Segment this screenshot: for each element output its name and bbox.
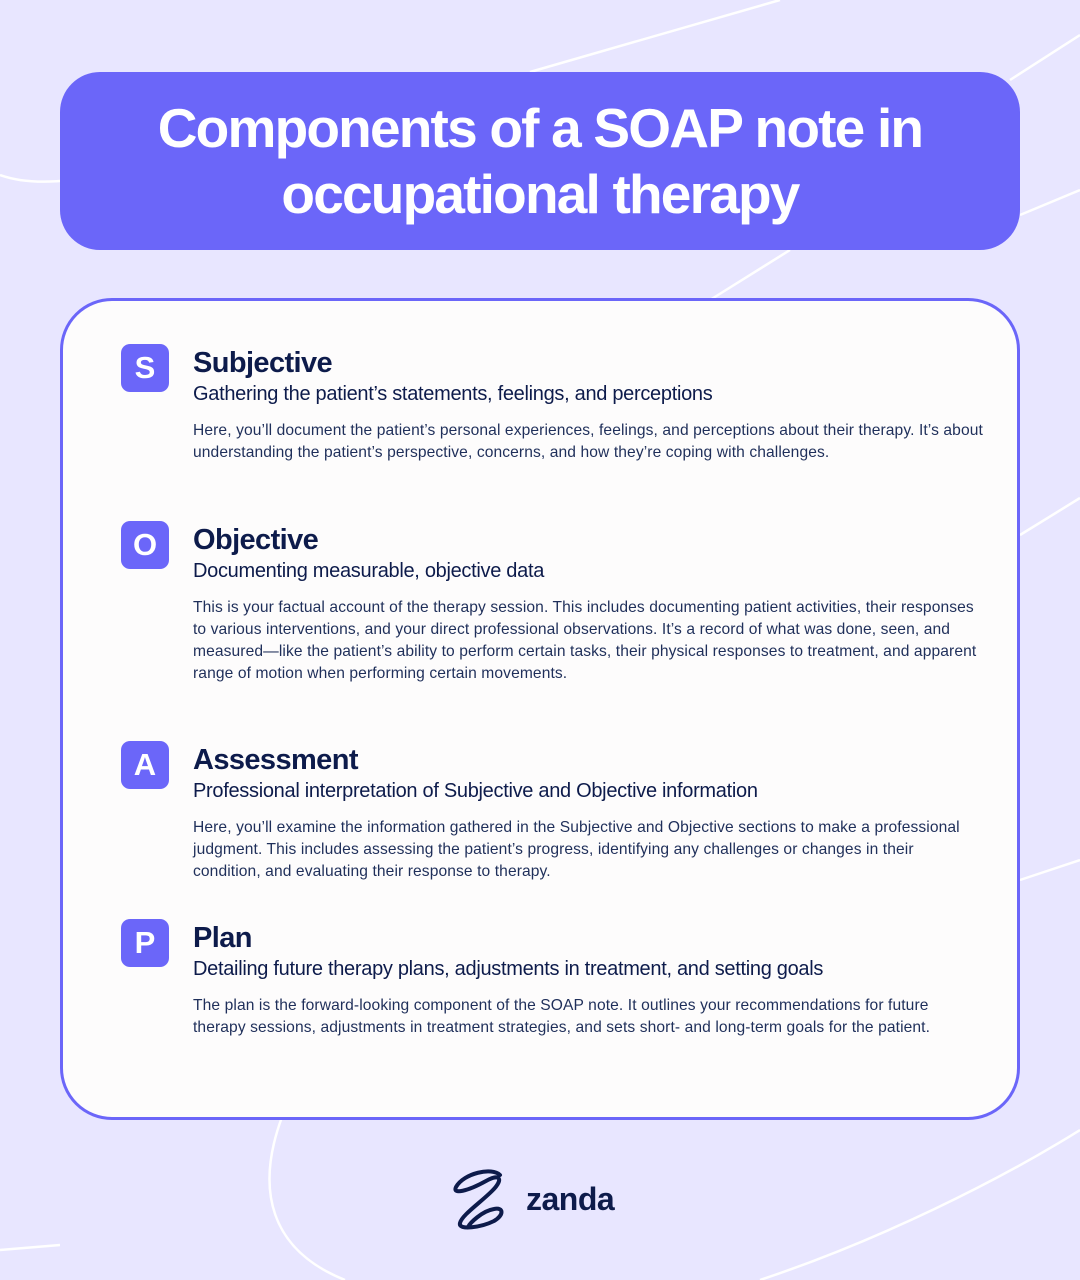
section-subtitle: Documenting measurable, objective data — [193, 560, 545, 582]
section-description: Here, you’ll examine the information gathered in the Subjective and Objective sections to make a professional judgment. This includes assessing the patient’s progress, identifying any challenges or changes in their condition, and evaluating their response to therapy. — [193, 819, 960, 880]
section-body — [193, 919, 983, 1039]
brand-name: zanda — [526, 1181, 615, 1217]
title-banner — [60, 72, 1020, 250]
section-description: This is your factual account of the therapy session. This includes documenting patient activities, their responses to various interventions, and your direct professional observations. It’s a record of what was done, seen, and measured—like the patient’s ability to perform certain tasks, their physical responses to treatment, and apparent range of motion when performing certain movements. — [193, 599, 977, 682]
section-body — [193, 741, 983, 883]
letter-badge-p: P — [121, 919, 169, 967]
section-body — [193, 521, 983, 685]
zanda-logo — [452, 1165, 614, 1233]
section-subtitle: Gathering the patient’s statements, feelings, and perceptions — [193, 383, 713, 405]
section-title: Subjective — [193, 347, 333, 379]
letter-badge-o: O — [121, 521, 169, 569]
section-subtitle: Professional interpretation of Subjective and Objective information — [193, 780, 758, 802]
section-title: Plan — [193, 922, 252, 954]
section-description: Here, you’ll document the patient’s personal experiences, feelings, and perceptions about their therapy. It’s about understanding the patient’s perspective, concerns, and how they’re coping with challenges. — [193, 422, 983, 461]
section-body — [193, 344, 983, 464]
zanda-squiggle-icon — [452, 1165, 516, 1233]
letter-badge-s: S — [121, 344, 169, 392]
section-title: Assessment — [193, 744, 358, 776]
section-subtitle: Detailing future therapy plans, adjustments in treatment, and setting goals — [193, 958, 824, 980]
page-title: Components of a SOAP note in occupational therapy — [157, 97, 923, 225]
section-description: The plan is the forward-looking component of the SOAP note. It outlines your recommendations for future therapy sessions, adjustments in treatment strategies, and sets short- and long-term goals for the patient. — [193, 997, 931, 1036]
letter-badge-a: A — [121, 741, 169, 789]
section-title: Objective — [193, 524, 319, 556]
soap-components-card — [60, 298, 1020, 1120]
